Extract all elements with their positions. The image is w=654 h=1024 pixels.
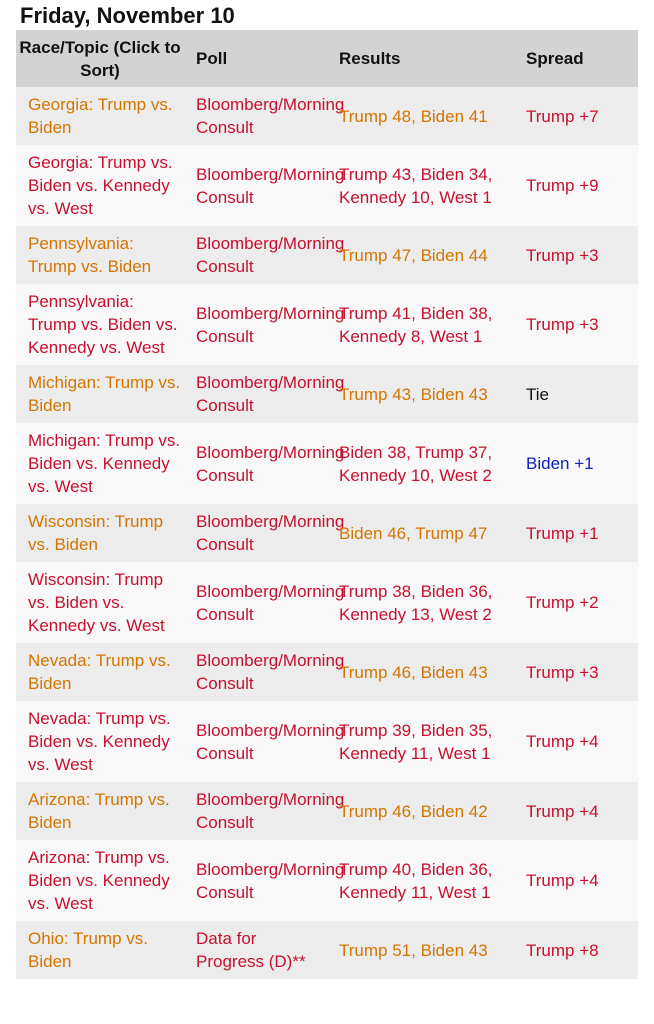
poll-cell[interactable]: Bloomberg/Morning Consult [184, 840, 327, 921]
table-row [16, 921, 638, 979]
spread-cell: Trump +1 [514, 504, 638, 562]
race-cell[interactable]: Michigan: Trump vs. Biden [16, 365, 184, 423]
poll-cell[interactable]: Bloomberg/Morning Consult [184, 87, 327, 145]
results-cell: Trump 51, Biden 43 [327, 921, 514, 979]
table-row [16, 782, 638, 840]
spread-cell: Trump +4 [514, 840, 638, 921]
table-row [16, 145, 638, 226]
poll-cell[interactable]: Bloomberg/Morning Consult [184, 226, 327, 284]
column-header-spread[interactable]: Spread [514, 30, 638, 87]
race-cell[interactable]: Georgia: Trump vs. Biden [16, 87, 184, 145]
race-cell[interactable]: Arizona: Trump vs. Biden [16, 782, 184, 840]
table-row [16, 562, 638, 643]
column-header-race[interactable]: Race/Topic (Click to Sort) [16, 30, 184, 87]
spread-cell: Trump +3 [514, 284, 638, 365]
poll-cell[interactable]: Bloomberg/Morning Consult [184, 643, 327, 701]
column-header-results[interactable]: Results [327, 30, 514, 87]
results-cell: Trump 40, Biden 36, Kennedy 11, West 1 [327, 840, 514, 921]
race-cell[interactable]: Wisconsin: Trump vs. Biden vs. Kennedy vs. West [16, 562, 184, 643]
poll-cell[interactable]: Bloomberg/Morning Consult [184, 504, 327, 562]
results-cell: Biden 46, Trump 47 [327, 504, 514, 562]
race-cell[interactable]: Wisconsin: Trump vs. Biden [16, 504, 184, 562]
table-row [16, 643, 638, 701]
results-cell: Biden 38, Trump 37, Kennedy 10, West 2 [327, 423, 514, 504]
results-cell: Trump 46, Biden 43 [327, 643, 514, 701]
spread-cell: Trump +2 [514, 562, 638, 643]
poll-cell[interactable]: Bloomberg/Morning Consult [184, 562, 327, 643]
poll-cell[interactable]: Bloomberg/Morning Consult [184, 423, 327, 504]
spread-cell: Trump +7 [514, 87, 638, 145]
poll-cell[interactable]: Bloomberg/Morning Consult [184, 145, 327, 226]
table-row [16, 365, 638, 423]
spread-cell: Trump +3 [514, 643, 638, 701]
results-cell: Trump 39, Biden 35, Kennedy 11, West 1 [327, 701, 514, 782]
results-cell: Trump 47, Biden 44 [327, 226, 514, 284]
race-cell[interactable]: Ohio: Trump vs. Biden [16, 921, 184, 979]
table-row [16, 840, 638, 921]
poll-cell[interactable]: Bloomberg/Morning Consult [184, 701, 327, 782]
table-row [16, 87, 638, 145]
spread-cell: Biden +1 [514, 423, 638, 504]
poll-cell[interactable]: Bloomberg/Morning Consult [184, 284, 327, 365]
table-header-row [16, 30, 638, 87]
table-row [16, 226, 638, 284]
spread-cell: Trump +3 [514, 226, 638, 284]
spread-cell: Trump +9 [514, 145, 638, 226]
race-cell[interactable]: Nevada: Trump vs. Biden vs. Kennedy vs. West [16, 701, 184, 782]
poll-cell[interactable]: Data for Progress (D)** [184, 921, 327, 979]
table-row [16, 701, 638, 782]
polls-table [16, 30, 638, 979]
results-cell: Trump 41, Biden 38, Kennedy 8, West 1 [327, 284, 514, 365]
spread-cell: Trump +8 [514, 921, 638, 979]
poll-cell[interactable]: Bloomberg/Morning Consult [184, 782, 327, 840]
race-cell[interactable]: Michigan: Trump vs. Biden vs. Kennedy vs. West [16, 423, 184, 504]
race-cell[interactable]: Pennsylvania: Trump vs. Biden vs. Kennedy vs. West [16, 284, 184, 365]
race-cell[interactable]: Pennsylvania: Trump vs. Biden [16, 226, 184, 284]
spread-cell: Tie [514, 365, 638, 423]
poll-cell[interactable]: Bloomberg/Morning Consult [184, 365, 327, 423]
table-row [16, 284, 638, 365]
race-cell[interactable]: Nevada: Trump vs. Biden [16, 643, 184, 701]
spread-cell: Trump +4 [514, 701, 638, 782]
results-cell: Trump 48, Biden 41 [327, 87, 514, 145]
results-cell: Trump 46, Biden 42 [327, 782, 514, 840]
results-cell: Trump 38, Biden 36, Kennedy 13, West 2 [327, 562, 514, 643]
table-row [16, 504, 638, 562]
race-cell[interactable]: Arizona: Trump vs. Biden vs. Kennedy vs. West [16, 840, 184, 921]
results-cell: Trump 43, Biden 34, Kennedy 10, West 1 [327, 145, 514, 226]
table-row [16, 423, 638, 504]
date-heading: Friday, November 10 [20, 3, 235, 28]
race-cell[interactable]: Georgia: Trump vs. Biden vs. Kennedy vs. West [16, 145, 184, 226]
column-header-poll[interactable]: Poll [184, 30, 327, 87]
spread-cell: Trump +4 [514, 782, 638, 840]
results-cell: Trump 43, Biden 43 [327, 365, 514, 423]
